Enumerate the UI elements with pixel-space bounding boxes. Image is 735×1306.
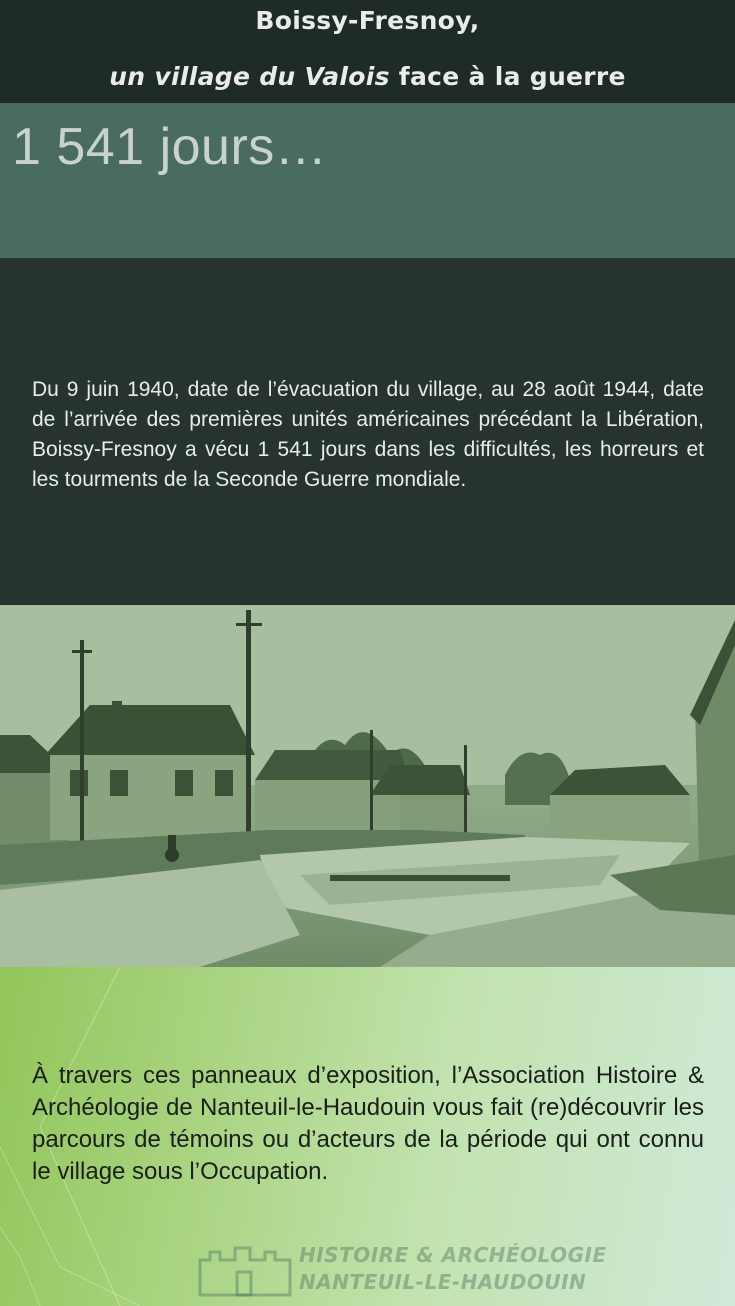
village-street-photo-icon bbox=[0, 605, 735, 967]
intro-paragraph: Du 9 juin 1940, date de l’évacuation du village, au 28 août 1944, date de l’arrivée des premières unités américaines précédant la Libération, Boissy-Fresnoy a vécu 1 541 jours dans les difficultés, les horreurs et les tourments de la Seconde Guerre mondiale. bbox=[32, 378, 704, 491]
header-title-line1: Boissy-Fresnoy, bbox=[255, 6, 480, 35]
village-photo bbox=[0, 605, 735, 967]
headline: 1 541 jours… bbox=[12, 118, 328, 176]
header-plain-text: face à la guerre bbox=[389, 62, 626, 91]
logo-line2: NANTEUIL-LE-HAUDOUIN bbox=[299, 1270, 587, 1294]
page-header bbox=[0, 0, 735, 103]
logo-line1: HISTOIRE & ARCHÉOLOGIE bbox=[299, 1243, 607, 1267]
headline-band bbox=[0, 103, 735, 258]
closing-band bbox=[0, 967, 735, 1306]
intro-band bbox=[0, 258, 735, 605]
closing-paragraph: À travers ces panneaux d’exposition, l’Association Histoire & Archéologie de Nanteuil-le-Haudouin vous fait (re)découvrir les parcours de témoins ou d’acteurs de la période qui ont connu le village sous l’Occupation. bbox=[32, 1062, 704, 1185]
association-logo bbox=[195, 1240, 607, 1300]
castle-logo-icon bbox=[195, 1240, 295, 1298]
header-italic-text: un village du Valois bbox=[109, 62, 390, 91]
header-title-line2 bbox=[0, 62, 735, 91]
